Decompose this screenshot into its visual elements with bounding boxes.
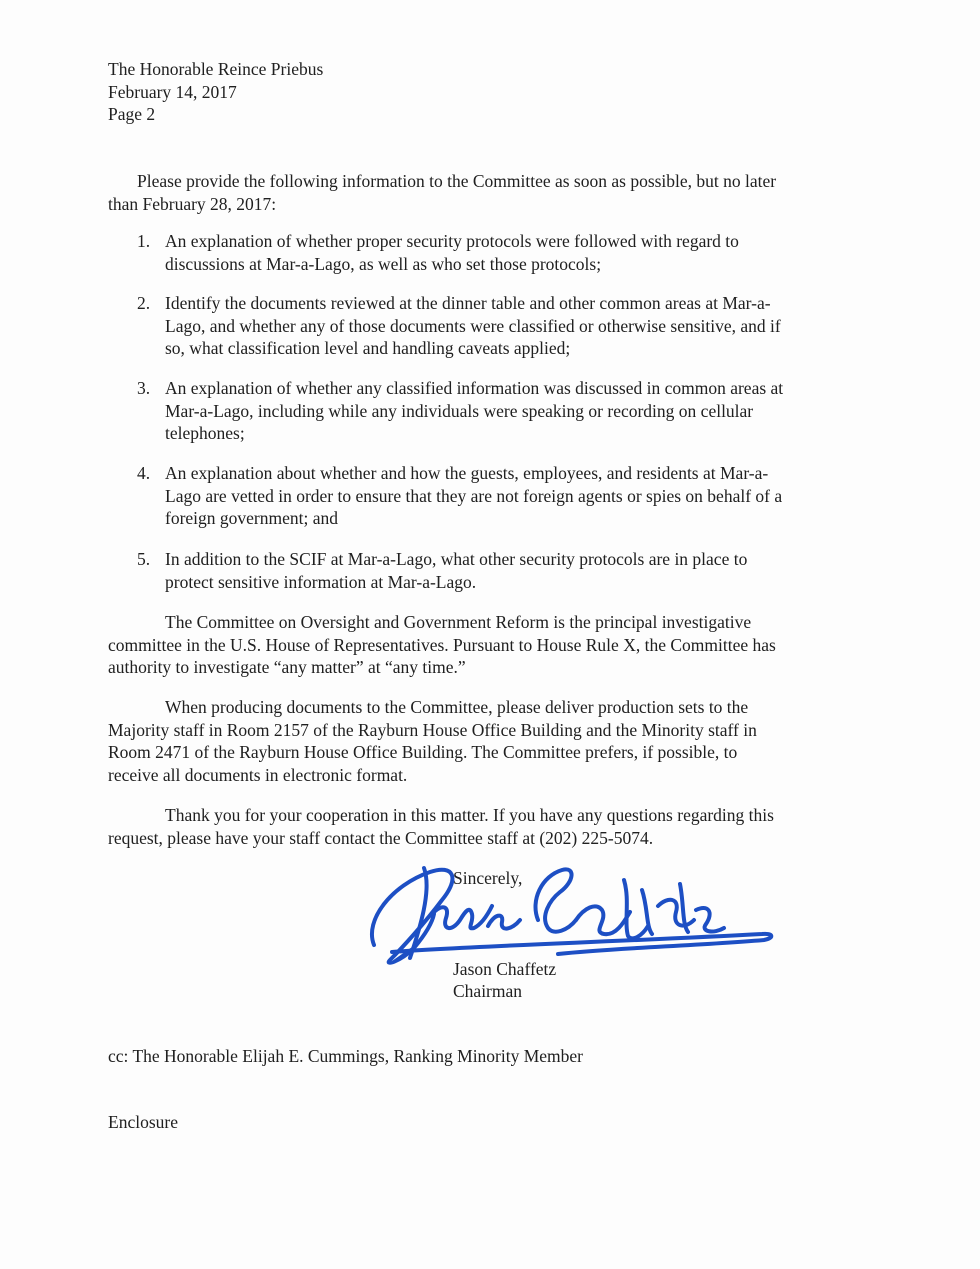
enclosure-line: Enclosure <box>108 1112 178 1132</box>
page-number: Page 2 <box>108 104 156 124</box>
list-item-line: Identify the documents reviewed at the dinner table and other common areas at Mar-a- <box>165 293 771 313</box>
signer-title: Chairman <box>453 981 523 1001</box>
signature-strokes <box>372 868 771 963</box>
list-item-number: 1. <box>137 231 151 251</box>
production-line: When producing documents to the Committee, please deliver production sets to the <box>165 697 749 717</box>
list-item-line: An explanation about whether and how the guests, employees, and residents at Mar-a- <box>165 463 769 483</box>
list-item-line: protect sensitive information at Mar-a-Lago. <box>165 571 477 592</box>
list-item-line: discussions at Mar-a-Lago, as well as who set those protocols; <box>165 253 602 274</box>
production-paragraph <box>108 696 853 786</box>
list-item-line: Lago are vetted in order to ensure that they are not foreign agents or spies on behalf of a <box>165 485 783 506</box>
list-item-number: 2. <box>137 293 151 313</box>
production-line: Room 2471 of the Rayburn House Office Building. The Committee prefers, if possible, to <box>108 742 738 762</box>
list-item-line: In addition to the SCIF at Mar-a-Lago, what other security protocols are in place to <box>165 549 748 569</box>
list-item-line: An explanation of whether any classified information was discussed in common areas at <box>165 378 784 398</box>
thanks-line: Thank you for your cooperation in this matter. If you have any questions regarding this <box>165 805 774 825</box>
intro-line: Please provide the following information to the Committee as soon as possible, but no later <box>137 171 777 191</box>
list-item-line: foreign government; and <box>165 508 339 528</box>
handwritten-signature <box>362 850 782 970</box>
date-line: February 14, 2017 <box>108 81 237 102</box>
signer-name: Jason Chaffetz <box>453 958 557 979</box>
thanks-paragraph <box>108 804 853 849</box>
list-item-line: An explanation of whether proper security protocols were followed with regard to <box>165 231 739 251</box>
list-item-line: Mar-a-Lago, including while any individuals were speaking or recording on cellular <box>165 400 754 421</box>
production-line: receive all documents in electronic format. <box>108 764 408 785</box>
list-item-line: telephones; <box>165 423 245 443</box>
committee-line: authority to investigate “any matter” at “any time.” <box>108 657 466 677</box>
salutation: Sincerely, <box>453 868 523 888</box>
intro-paragraph <box>108 170 853 215</box>
intro-line: than February 28, 2017: <box>108 193 277 214</box>
list-item-number: 3. <box>137 378 151 398</box>
production-line: Majority staff in Room 2157 of the Rayburn House Office Building and the Minority staff in <box>108 719 757 740</box>
letter-header <box>108 58 323 126</box>
list-item-line: so, what classification level and handling caveats applied; <box>165 338 571 358</box>
committee-paragraph <box>108 611 853 679</box>
committee-line: committee in the U.S. House of Representatives. Pursuant to House Rule X, the Committee has <box>108 634 776 655</box>
thanks-line: request, please have your staff contact the Committee staff at (202) 225-5074. <box>108 827 654 848</box>
cc-line: cc: The Honorable Elijah E. Cummings, Ranking Minority Member <box>108 1046 584 1066</box>
list-item-number: 4. <box>137 463 151 483</box>
list-item-number: 5. <box>137 549 151 569</box>
list-item-line: Lago, and whether any of those documents were classified or otherwise sensitive, and if <box>165 315 781 336</box>
recipient-line: The Honorable Reince Priebus <box>108 59 324 79</box>
committee-line: The Committee on Oversight and Government Reform is the principal investigative <box>165 612 752 632</box>
